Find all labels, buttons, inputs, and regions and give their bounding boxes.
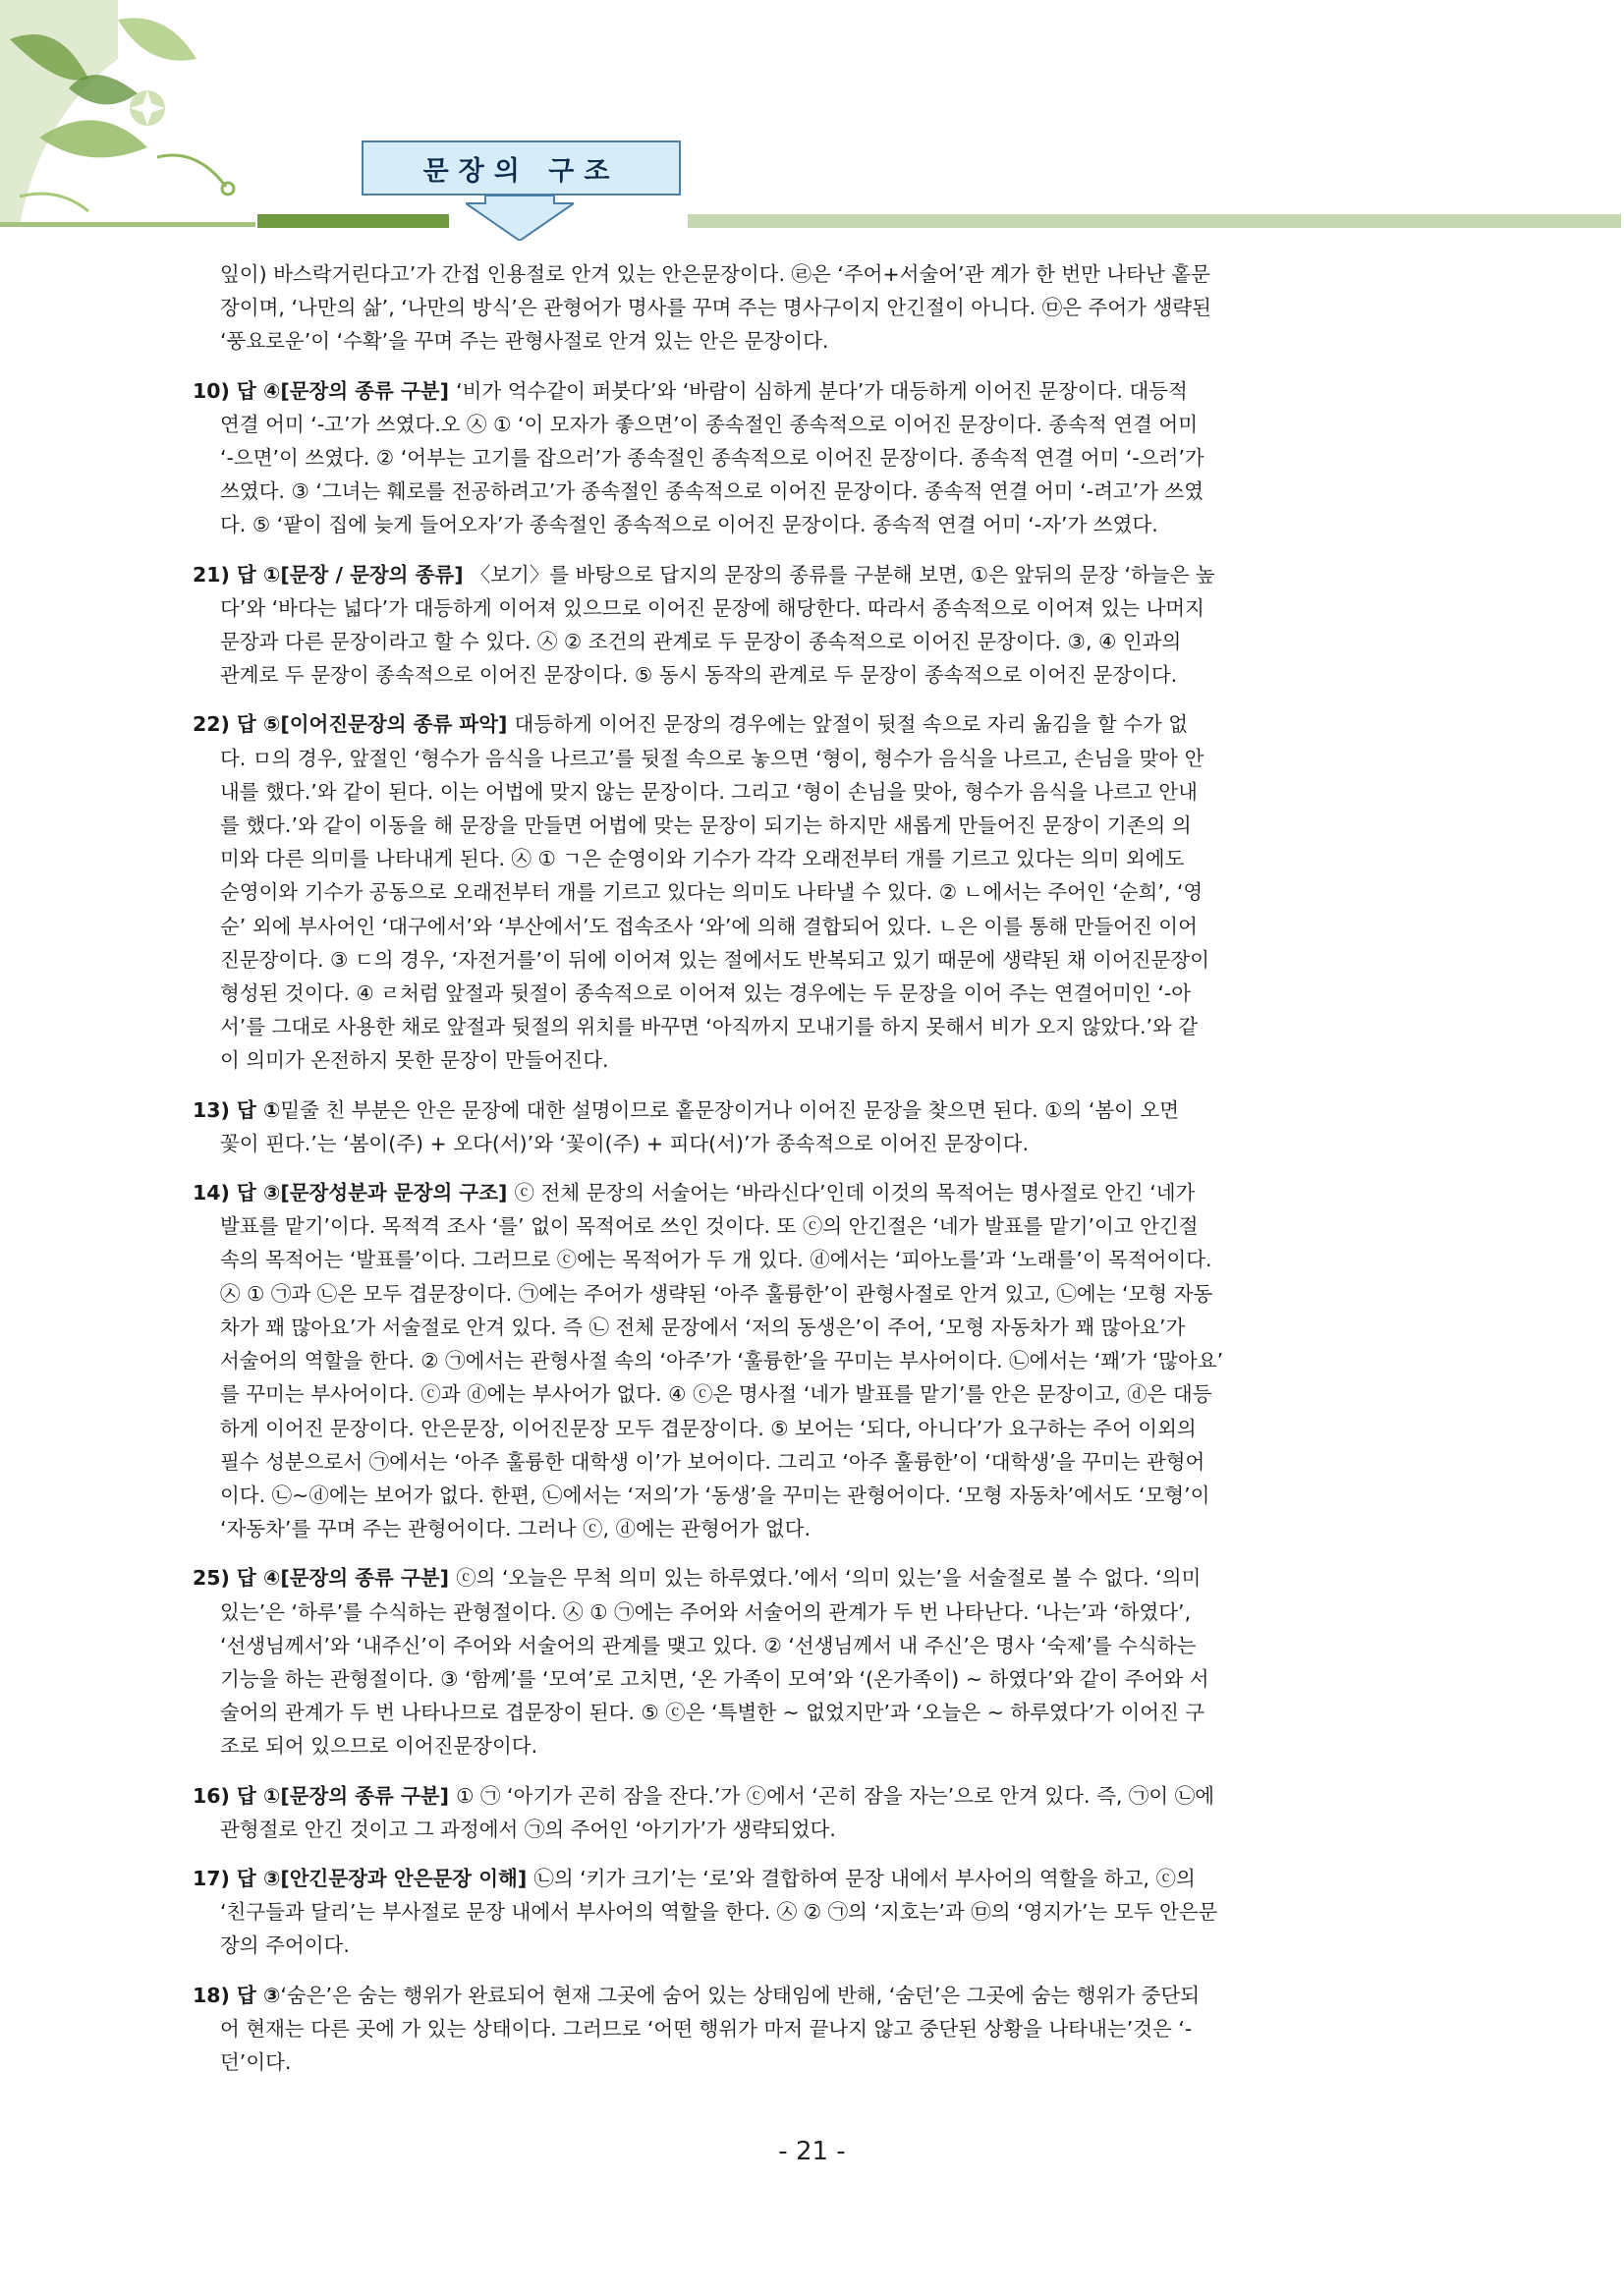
question-number: 18) xyxy=(193,1983,238,2007)
explanation-line: 필수 성분으로서 ㉠에서는 ‘아주 훌륭한 대학생 이’가 보어이다. 그리고 ‘아주 훌륭한’이 ‘대학생’을 꾸미는 관형어 xyxy=(220,1449,1205,1474)
explanation-line: 있는’은 ‘하루’를 수식하는 관형절이다. ㉦ ① ㉠에는 주어와 서술어의 관계가 두 번 나타난다. ‘나는’과 ‘하였다’, xyxy=(220,1599,1192,1624)
answer-mark: 답 ⑤ xyxy=(237,712,281,737)
explanation-line: 미와 다른 의미를 나타내게 된다. ㉦ ① ㄱ은 순영이와 기수가 각각 오래전부터 개를 기르고 있다는 의미 외에도 xyxy=(220,847,1185,871)
answer-entry xyxy=(193,707,1430,1077)
answer-entry xyxy=(193,558,1430,693)
explanation-line: 다’와 ‘바다는 넓다’가 대등하게 이어져 있으므로 이어진 문장에 해당한다. 따라서 종속적으로 이어져 있는 나머지 xyxy=(220,595,1204,620)
entry-first-line xyxy=(193,1176,1430,1209)
explanation-line: 관형절로 안긴 것이고 그 과정에서 ㉠의 주어인 ‘아기가’가 생략되었다. xyxy=(220,1817,836,1841)
answer-entry xyxy=(193,1176,1430,1545)
answer-mark: 답 ④ xyxy=(237,378,281,403)
explanation-line: ‘자동차’를 꾸며 주는 관형어이다. 그러나 ⓒ, ⓓ에는 관형어가 없다. xyxy=(220,1517,811,1541)
explanation-text: 대등하게 이어진 문장의 경우에는 앞절이 뒷절 속으로 자리 옮김을 할 수가 없 xyxy=(514,712,1189,737)
question-number: 14) xyxy=(193,1181,238,1205)
explanation-line: 서’를 그대로 사용한 채로 앞절과 뒷절의 위치를 바꾸면 ‘아직까지 모내기를 하지 못해서 비가 오지 않았다.’와 같 xyxy=(220,1015,1199,1039)
question-number: 21) xyxy=(193,562,238,587)
question-topic: [문장 / 문장의 종류] xyxy=(280,562,471,587)
explanation-line: 이 의미가 온전하지 못한 문장이 만들어진다. xyxy=(220,1048,609,1073)
explanation-line: 관계로 두 문장이 종속적으로 이어진 문장이다. ⑤ 동시 동작의 관계로 두 문장이 종속적으로 이어진 문장이다. xyxy=(220,663,1178,688)
entry-first-line xyxy=(193,707,1430,741)
explanation-line: 차가 꽤 많아요’가 서술절로 안겨 있다. 즉 ㉡ 전체 문장에서 ‘저의 동생은’이 주어, ‘모형 자동차가 꽤 많아요’가 xyxy=(220,1315,1186,1339)
question-topic: [이어진문장의 종류 파악] xyxy=(280,712,515,737)
page-title: 문장의 구조 xyxy=(362,140,681,196)
question-number: 17) xyxy=(193,1866,238,1890)
explanation-line: 형성된 것이다. ④ ㄹ처럼 앞절과 뒷절이 종속적으로 이어져 있는 경우에는 두 문장을 이어 주는 연결어미인 ‘-아 xyxy=(220,981,1192,1006)
explanation-line: 다. ㅁ의 경우, 앞절인 ‘형수가 음식을 나르고’를 뒷절 속으로 놓으면 ‘형이, 형수가 음식을 나르고, 손님을 맞아 안 xyxy=(220,746,1204,770)
question-topic: [안긴문장과 안은문장 이해] xyxy=(280,1866,534,1890)
explanation-text: ⓒ 전체 문장의 서술어는 ‘바라신다’인데 이것의 목적어는 명사절로 안긴 ‘네가 xyxy=(514,1181,1196,1205)
answer-mark: 답 ③ xyxy=(237,1866,281,1890)
explanation-line: 연결 어미 ‘-고’가 쓰였다.오 ㉦ ① ‘이 모자가 좋으면’이 종속절인 종속적으로 이어진 문장이다. 종속적 연결 어미 xyxy=(220,412,1199,436)
explanation-line: 를 했다.’와 같이 이동을 해 문장을 만들면 어법에 맞는 문장이 되기는 하지만 새롭게 만들어진 문장이 기존의 의 xyxy=(220,813,1192,838)
explanation-text: ‘숨은’은 숨는 행위가 완료되어 현재 그곳에 숨어 있는 상태임에 반해, ‘숨던’은 그곳에 숨는 행위가 중단되 xyxy=(280,1983,1201,2007)
explanation-line: ‘친구들과 달리’는 부사절로 문장 내에서 부사어의 역할을 한다. ㉦ ② ㉠의 ‘지호는’과 ㉤의 ‘영지가’는 모두 안은문 xyxy=(220,1900,1218,1925)
explanation-line: 순’ 외에 부사어인 ‘대구에서’와 ‘부산에서’도 접속조사 ‘와’에 의해 결합되어 있다. ㄴ은 이를 통해 만들어진 이어 xyxy=(220,914,1198,938)
explanation-line: 던’이다. xyxy=(220,2049,292,2074)
page-number: - 21 - xyxy=(778,2137,846,2166)
explanation-line: 장의 주어이다. xyxy=(220,1933,350,1958)
explanation-text: ㉡의 ‘키가 크기’는 ‘로’와 결합하여 문장 내에서 부사어의 역할을 하고, ⓒ의 xyxy=(533,1866,1196,1890)
explanation-line: ‘-으면’이 쓰였다. ② ‘어부는 고기를 잡으러’가 종속절인 종속적으로 이어진 문장이다. 종속적 연결 어미 ‘-으러’가 xyxy=(220,446,1204,471)
answer-mark: 답 ③ xyxy=(237,1181,281,1205)
question-number: 25) xyxy=(193,1566,238,1591)
explanation-line: 서술어의 역할을 한다. ② ㉠에서는 관형사절 속의 ‘아주’가 ‘훌륭한’을 꾸미는 부사어이다. ㉡에서는 ‘꽤’가 ‘많아요’ xyxy=(220,1349,1224,1373)
preface-line: 잎이) 바스락거린다고’가 간접 인용절로 안겨 있는 안은문장이다. ㉣은 ‘주어+서술어’관 계가 한 번만 나타난 홑문 xyxy=(220,262,1210,286)
explanation-line: 다. ⑤ ‘팥이 집에 늦게 들어오자’가 종속절인 종속적으로 이어진 문장이다. 종속적 연결 어미 ‘-자’가 쓰였다. xyxy=(220,513,1158,537)
entry-first-line xyxy=(193,1561,1430,1595)
question-number: 10) xyxy=(193,378,238,403)
answer-mark: 답 ① xyxy=(237,562,281,587)
question-number: 13) xyxy=(193,1097,238,1122)
explanation-line: 쓰였다. ③ ‘그녀는 훼로를 전공하려고’가 종속절인 종속적으로 이어진 문장이다. 종속적 연결 어미 ‘-려고’가 쓰였 xyxy=(220,479,1204,504)
explanation-text: ① ㉠ ‘아기가 곤히 잠을 잔다.’가 ⓒ에서 ‘곤히 잠을 자는’으로 안겨 있다. 즉, ㉠이 ㉡에 xyxy=(456,1783,1215,1808)
entry-first-line xyxy=(193,374,1430,408)
preface-line: 장이며, ‘나만의 삶’, ‘나만의 방식’은 관형어가 명사를 꾸며 주는 명사구이지 안긴절이 아니다. ㉤은 주어가 생략된 xyxy=(220,296,1211,320)
down-arrow-icon xyxy=(466,196,574,241)
explanation-line: 발표를 맡기’이다. 목적격 조사 ‘를’ 없이 목적어로 쓰인 것이다. 또 ⓒ의 안긴절은 ‘네가 발표를 맡기’이고 안긴절 xyxy=(220,1214,1199,1239)
explanation-line: ‘선생님께서’와 ‘내주신’이 주어와 서술어의 관계를 맺고 있다. ② ‘선생님께서 내 주신’은 명사 ‘숙제’를 수식하는 xyxy=(220,1633,1197,1657)
answer-explanations xyxy=(193,257,1430,2095)
answer-entry xyxy=(193,1862,1430,1963)
answer-entry xyxy=(193,1561,1430,1763)
explanation-line: 를 꾸미는 부사어이다. ⓒ과 ⓓ에는 부사어가 없다. ④ ⓒ은 명사절 ‘네가 발표를 맡기’를 안은 문장이고, ⓓ은 대등 xyxy=(220,1382,1212,1407)
explanation-line: 기능을 하는 관형절이다. ③ ‘함께’를 ‘모여’로 고치면, ‘온 가족이 모여’와 ‘(온가족이) ~ 하였다’와 같이 주어와 서 xyxy=(220,1666,1209,1691)
explanation-text: ⓒ의 ‘오늘은 무척 의미 있는 하루였다.’에서 ‘의미 있는’을 서술절로 볼 수 없다. ‘의미 xyxy=(456,1566,1202,1591)
answer-mark: 답 ③ xyxy=(237,1983,281,2007)
entry-first-line xyxy=(193,1093,1430,1127)
answer-entry xyxy=(193,374,1430,542)
question-number: 22) xyxy=(193,712,238,737)
entry-first-line xyxy=(193,1862,1430,1895)
explanation-text: 〈보기〉를 바탕으로 답지의 문장의 종류를 구분해 보면, ①은 앞뒤의 문장 ‘하늘은 높 xyxy=(470,562,1215,587)
question-topic: [문장성분과 문장의 구조] xyxy=(280,1181,515,1205)
preface-line: ‘풍요로운’이 ‘수확’을 꾸며 주는 관형사절로 안겨 있는 안은 문장이다. xyxy=(220,329,829,354)
explanation-line: 조로 되어 있으므로 이어진문장이다. xyxy=(220,1734,538,1759)
explanation-line: 진문장이다. ③ ㄷ의 경우, ‘자전거를’이 뒤에 이어져 있는 절에서도 반복되고 있기 때문에 생략된 채 이어진문장이 xyxy=(220,947,1210,972)
answer-entry xyxy=(193,1779,1430,1846)
explanation-text: 밑줄 친 부분은 안은 문장에 대한 설명이므로 홑문장이거나 이어진 문장을 찾으면 된다. ①의 ‘봄이 오면 xyxy=(280,1097,1180,1122)
explanation-line: 술어의 관계가 두 번 나타나므로 겹문장이 된다. ⑤ ⓒ은 ‘특별한 ~ 없었지만’과 ‘오늘은 ~ 하루였다’가 이어진 구 xyxy=(220,1701,1205,1725)
explanation-line: 순영이와 기수가 공동으로 오래전부터 개를 기르고 있다는 의미도 나타낼 수 있다. ② ㄴ에서는 주어인 ‘순희’, ‘영 xyxy=(220,880,1204,905)
answer-mark: 답 ④ xyxy=(237,1566,281,1591)
floral-corner-decoration xyxy=(0,0,255,236)
answer-mark: 답 ① xyxy=(237,1783,281,1808)
explanation-line: 문장과 다른 문장이라고 할 수 있다. ㉦ ② 조건의 관계로 두 문장이 종속적으로 이어진 문장이다. ③, ④ 인과의 xyxy=(220,630,1182,654)
entry-first-line xyxy=(193,558,1430,591)
question-number: 16) xyxy=(193,1783,238,1808)
question-topic: [문장의 종류 구분] xyxy=(280,378,457,403)
explanation-line: 내를 했다.’와 같이 된다. 이는 어법에 맞지 않는 문장이다. 그리고 ‘형이 손님을 맞아, 형수가 음식을 나르고 안내 xyxy=(220,779,1198,804)
header-bar-left xyxy=(257,214,449,228)
answer-mark: 답 ① xyxy=(237,1097,281,1122)
header-bar-right xyxy=(688,214,1621,228)
preface-paragraph xyxy=(193,257,1430,359)
entry-first-line xyxy=(193,1779,1430,1813)
question-topic: [문장의 종류 구분] xyxy=(280,1566,457,1591)
entry-first-line xyxy=(193,1979,1430,2012)
explanation-line: 속의 목적어는 ‘발표를’이다. 그러므로 ⓒ에는 목적어가 두 개 있다. ⓓ에서는 ‘피아노를’과 ‘노래를’이 목적어이다. xyxy=(220,1248,1212,1272)
explanation-line: 어 현재는 다른 곳에 가 있는 상태이다. 그러므로 ‘어떤 행위가 마저 끝나지 않고 중단된 상황을 나타내는’것은 ‘- xyxy=(220,2016,1193,2041)
explanation-line: 이다. ㉡~ⓓ에는 보어가 없다. 한편, ㉡에서는 ‘저의’가 ‘동생’을 꾸미는 관형어이다. ‘모형 자동차’에서도 ‘모형’이 xyxy=(220,1483,1210,1507)
question-topic: [문장의 종류 구분] xyxy=(280,1783,457,1808)
header-underline-accent xyxy=(0,222,255,227)
answer-entry xyxy=(193,1093,1430,1160)
explanation-line: 하게 이어진 문장이다. 안은문장, 이어진문장 모두 겹문장이다. ⑤ 보어는 ‘되다, 아니다’가 요구하는 주어 이외의 xyxy=(220,1416,1197,1440)
explanation-text: ‘비가 억수같이 퍼붓다’와 ‘바람이 심하게 분다’가 대등하게 이어진 문장이다. 대등적 xyxy=(456,378,1188,403)
answer-entry xyxy=(193,1979,1430,2080)
explanation-line: ㉦ ① ㉠과 ㉡은 모두 겹문장이다. ㉠에는 주어가 생략된 ‘아주 훌륭한’이 관형사절로 안겨 있고, ㉡에는 ‘모형 자동 xyxy=(220,1281,1213,1306)
explanation-line: 꽃이 핀다.’는 ‘봄이(주) + 오다(서)’와 ‘꽃이(주) + 피다(서)’가 종속적으로 이어진 문장이다. xyxy=(220,1131,1030,1155)
